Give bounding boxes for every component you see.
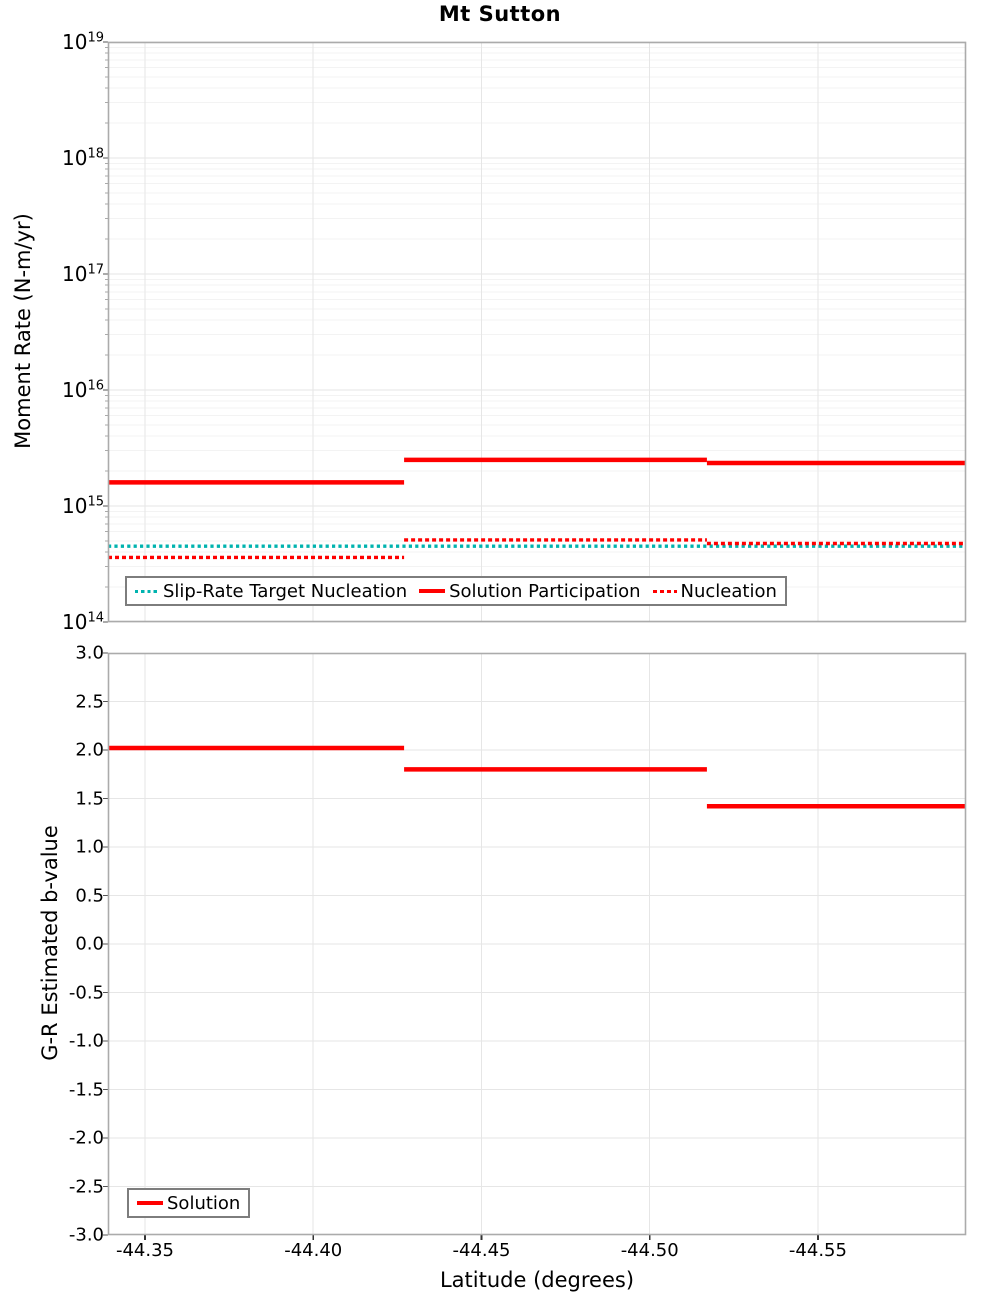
y-tick-label-0.0: 0.0 [75,933,104,955]
y-tick-label-3.0: 3.0 [75,642,104,664]
y-tick-label-2.5: 2.5 [75,691,104,712]
y-tick-label--1.5: -1.5 [68,1079,104,1100]
legend-label: Slip-Rate Target Nucleation [163,580,408,602]
legend-item-solution-participation [419,581,640,602]
y-tick-label-1e14: $10^{14}$ [62,610,104,634]
solid-line-swatch-icon [419,589,445,593]
y-tick-label--2.5: -2.5 [68,1176,104,1197]
y-tick-label-1e17: $10^{17}$ [62,262,104,286]
bottom-chart-plot-area [108,653,966,1235]
bottom-chart-legend [127,1188,250,1218]
legend-label: Solution Participation [449,580,641,602]
y-tick-label--0.5: -0.5 [68,982,104,1003]
legend-label: Solution [167,1192,241,1214]
legend-item-solution [137,1193,240,1214]
legend-item-nucleation [653,581,777,602]
y-tick-label-1.0: 1.0 [75,836,104,858]
dotted-line-swatch-icon [653,590,677,593]
dotted-line-swatch-icon [135,590,159,593]
top-chart-plot-area [108,42,966,622]
y-tick-label-1e15: $10^{15}$ [62,494,104,518]
y-tick-label-1e19: $10^{19}$ [62,30,104,54]
y-tick-label-2.0: 2.0 [75,739,104,761]
chart-title: Mt Sutton [438,2,562,26]
solid-line-swatch-icon [137,1201,163,1205]
y-tick-label--1.0: -1.0 [68,1030,104,1052]
top-y-axis-title: Moment Rate (N-m/yr) [11,213,35,449]
top-chart-legend [125,576,787,606]
legend-label: Nucleation [680,580,777,602]
x-tick-label--44.55: -44.55 [788,1240,847,1261]
x-tick-label--44.45: -44.45 [452,1240,511,1261]
y-tick-label--2.0: -2.0 [68,1127,104,1149]
x-axis-title: Latitude (degrees) [439,1268,635,1292]
x-tick-label--44.50: -44.50 [620,1240,679,1261]
y-tick-label-1.5: 1.5 [75,788,104,809]
x-tick-label--44.35: -44.35 [115,1240,175,1261]
top-plot-border [109,43,966,622]
y-tick-label-1e18: $10^{18}$ [62,146,104,170]
x-tick-label--44.40: -44.40 [284,1240,343,1261]
legend-item-slip-rate-target-nucleation [135,581,407,602]
y-tick-label-0.5: 0.5 [75,885,104,906]
bottom-y-axis-title: G-R Estimated b-value [38,825,62,1061]
y-tick-label-1e16: $10^{16}$ [62,378,104,402]
y-tick-label--3.0: -3.0 [68,1224,104,1246]
